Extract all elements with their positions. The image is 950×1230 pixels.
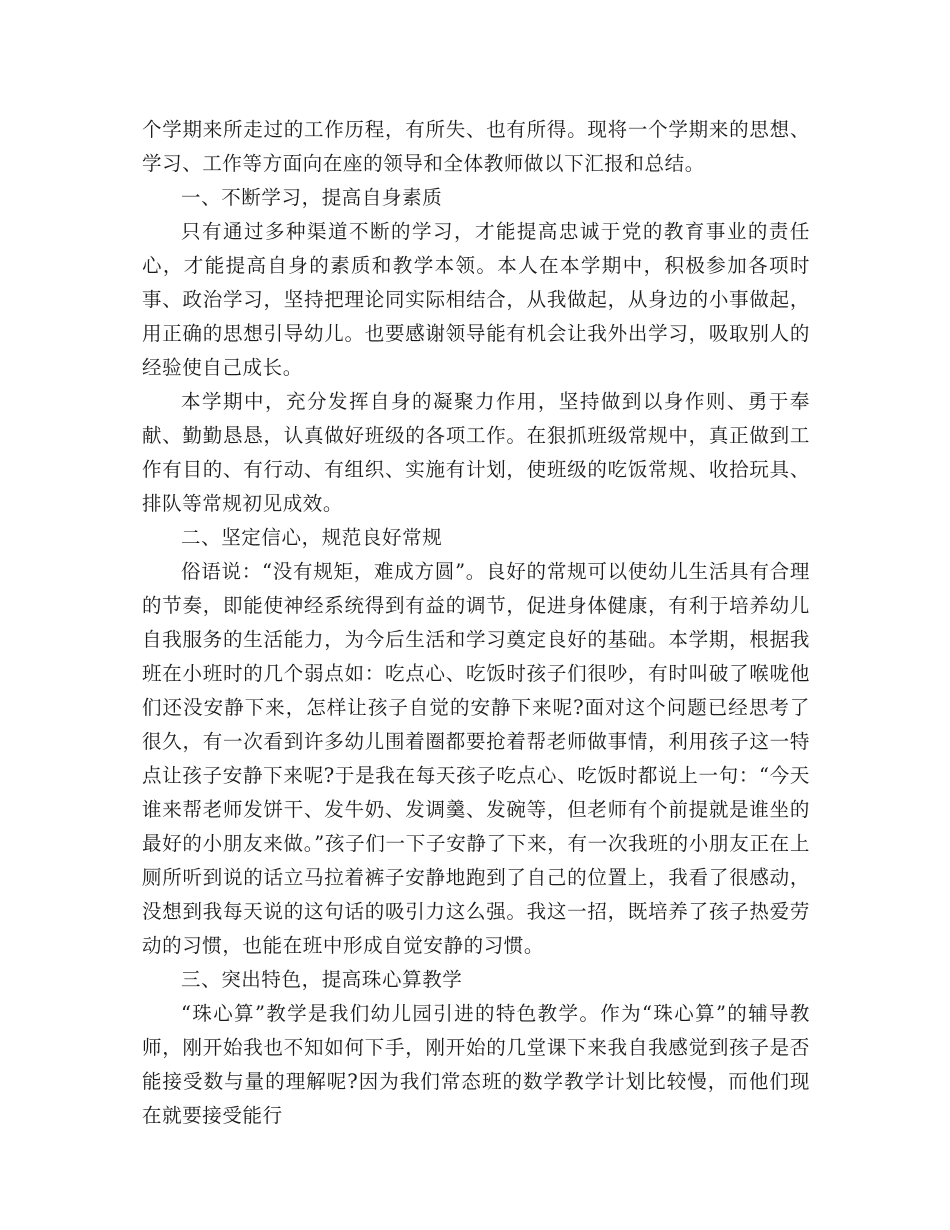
- paragraph-study: 只有通过多种渠道不断的学习，才能提高忠诚于党的教育事业的责任心，才能提高自身的素质和教学本领。本人在本学期中，积极参加各项时事、政治学习，坚持把理论同实际相结合，从我做起，从身边的小事做起，用正确的思想引导幼儿。也要感谢领导能有机会让我外出学习，吸取别人的经验使自己成长。: [142, 220, 810, 379]
- section-heading-3: 三、突出特色，提高珠心算教学: [181, 968, 463, 991]
- paragraph-routines: 俗语说：“没有规矩，难成方圆”。良好的常规可以使幼儿生活具有合理的节奏，即能使神经系统得到有益的调节，促进身体健康，有利于培养幼儿自我服务的生活能力，为今后生活和学习奠定良好的基础。本学期，根据我班在小班时的几个弱点如：吃点心、吃饭时孩子们很吵，有时叫破了喉咙他们还没安静下来，怎样让孩子自觉的安静下来呢?面对这个问题已经思考了很久，有一次看到许多幼儿围着圈都要抢着帮老师做事情，利用孩子这一特点让孩子安静下来呢?于是我在每天孩子吃点心、吃饭时都说上一句：“今天谁来帮老师发饼干、发牛奶、发调羹、发碗等，但老师有个前提就是谁坐的最好的小朋友来做。”孩子们一下子安静了下来，有一次我班的小朋友正在上厕所听到说的话立马拉着裤子安静地跑到了自己的位置上，我看了很感动，没想到我每天说的这句话的吸引力这么强。我这一招，既培养了孩子热爱劳动的习惯，也能在班中形成自觉安静的习惯。: [142, 560, 810, 957]
- paragraph-abacus: “珠心算”教学是我们幼儿园引进的特色教学。作为“珠心算”的辅导教师，刚开始我也不知如何下手，刚开始的几堂课下来我自我感觉到孩子是否能接受数与量的理解呢?因为我们常态班的数学教学计划比较慢，而他们现在就要接受能行: [142, 1002, 810, 1127]
- paragraph-intro: 个学期来所走过的工作历程，有所失、也有所得。现将一个学期来的思想、学习、工作等方面向在座的领导和全体教师做以下汇报和总结。: [142, 118, 810, 175]
- paragraph-class-work: 本学期中，充分发挥自身的凝聚力作用，坚持做到以身作则、勇于奉献、勤勤恳恳，认真做好班级的各项工作。在狠抓班级常规中，真正做到工作有目的、有行动、有组织、实施有计划，使班级的吃饭常规、收拾玩具、排队等常规初见成效。: [142, 390, 810, 515]
- section-heading-1: 一、不断学习，提高自身素质: [181, 186, 443, 209]
- section-heading-2: 二、坚定信心，规范良好常规: [181, 526, 443, 549]
- document-body: [142, 113, 810, 1133]
